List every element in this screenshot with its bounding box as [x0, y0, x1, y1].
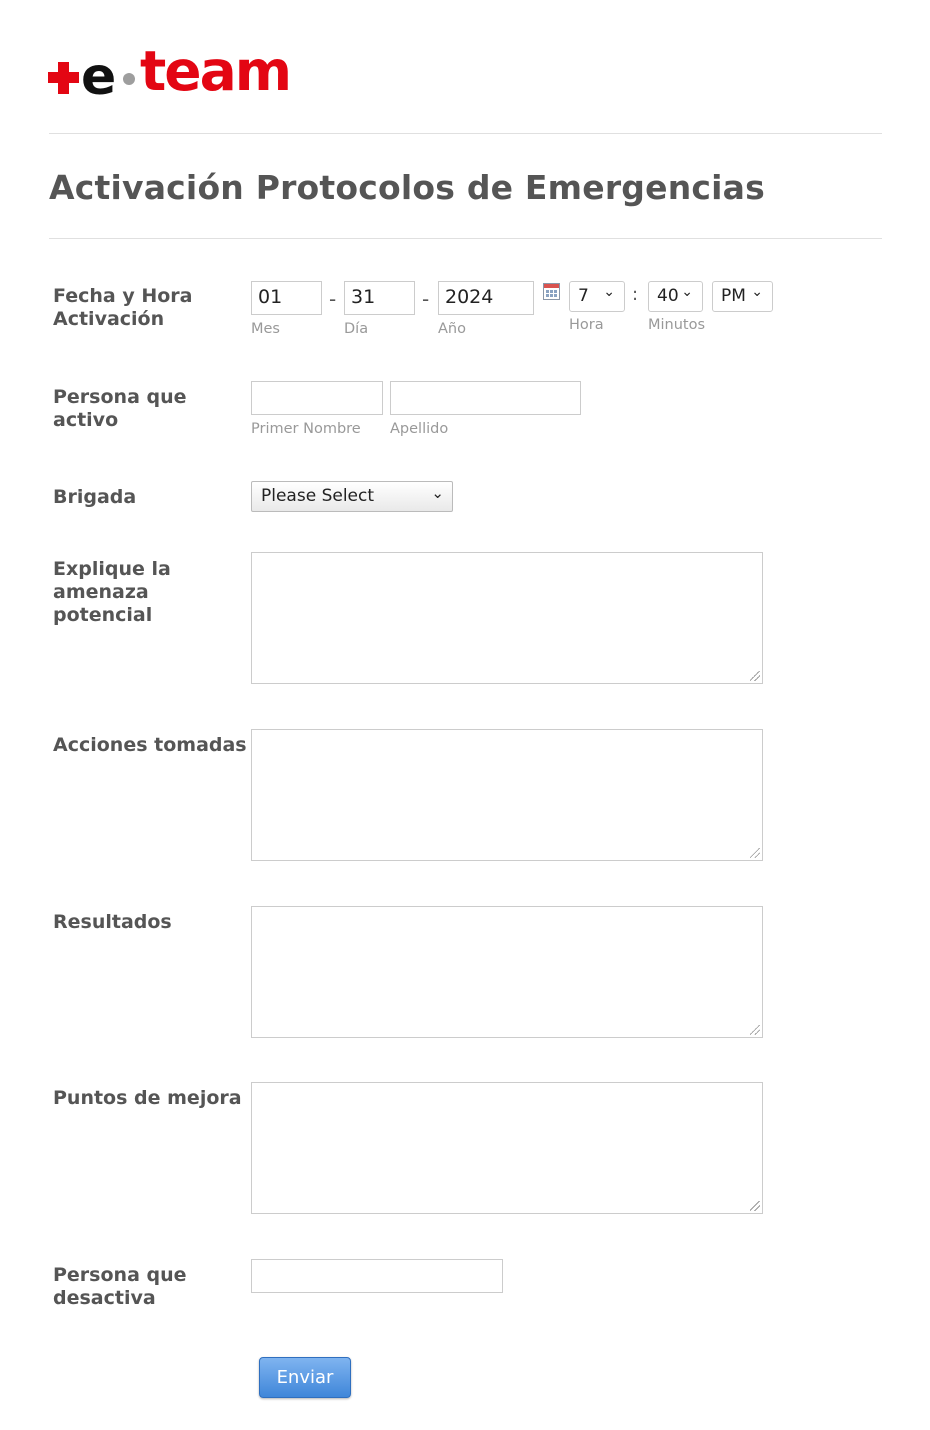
divider-top [49, 133, 882, 134]
submit-button[interactable]: Enviar [259, 1357, 351, 1398]
date-separator: - [329, 287, 337, 311]
day-input[interactable]: 31 [344, 281, 415, 315]
resultados-label: Resultados [53, 911, 172, 933]
logo-text-prefix: e [81, 47, 115, 107]
brigada-selected: Please Select [261, 486, 375, 506]
resize-grip-icon[interactable] [750, 1201, 760, 1211]
hour-sublabel: Hora [569, 317, 604, 333]
ampm-value: PM [721, 286, 746, 306]
hour-value: 7 [578, 286, 589, 306]
resize-grip-icon[interactable] [750, 671, 760, 681]
chevron-down-icon: ⌄ [751, 284, 763, 300]
mejora-label: Puntos de mejora [53, 1087, 242, 1109]
last-name-sublabel: Apellido [390, 421, 449, 437]
persona-desactiva-input[interactable] [251, 1259, 503, 1293]
minute-value: 40 [657, 286, 679, 306]
first-name-sublabel: Primer Nombre [251, 421, 361, 437]
acciones-textarea[interactable] [251, 729, 763, 861]
brand-logo [48, 39, 291, 107]
month-sublabel: Mes [251, 321, 280, 337]
chevron-down-icon: ⌄ [603, 284, 615, 300]
date-separator: - [422, 287, 430, 311]
resize-grip-icon[interactable] [750, 848, 760, 858]
acciones-label: Acciones tomadas [53, 734, 247, 756]
last-name-input[interactable] [390, 381, 581, 415]
page-title: Activación Protocolos de Emergencias [49, 168, 765, 207]
year-input[interactable]: 2024 [438, 281, 534, 315]
mejora-textarea[interactable] [251, 1082, 763, 1214]
fecha-label: Fecha y Hora Activación [53, 285, 193, 330]
day-sublabel: Día [344, 321, 369, 337]
resultados-textarea[interactable] [251, 906, 763, 1038]
logo-dot [123, 73, 135, 85]
persona-desactiva-label: Persona que desactiva [53, 1264, 187, 1309]
hour-select[interactable] [569, 281, 625, 312]
first-name-input[interactable] [251, 381, 383, 415]
red-cross-icon-bar [48, 72, 79, 83]
minute-sublabel: Minutos [648, 317, 706, 333]
resize-grip-icon[interactable] [750, 1025, 760, 1035]
amenaza-label: Explique la amenaza potencial [53, 558, 171, 626]
month-input[interactable]: 01 [251, 281, 322, 315]
chevron-down-icon: ⌄ [431, 484, 444, 502]
year-sublabel: Año [438, 321, 466, 337]
amenaza-textarea[interactable] [251, 552, 763, 684]
persona-activo-label: Persona que activo [53, 386, 187, 431]
ampm-select[interactable] [712, 281, 773, 312]
time-separator: : [632, 284, 639, 305]
calendar-icon[interactable] [543, 283, 560, 300]
logo-text-main: team [140, 39, 291, 103]
divider-title [49, 238, 882, 239]
brigada-select[interactable] [251, 481, 453, 512]
minute-select[interactable] [648, 281, 703, 312]
chevron-down-icon: ⌄ [681, 284, 693, 300]
brigada-label: Brigada [53, 486, 137, 508]
